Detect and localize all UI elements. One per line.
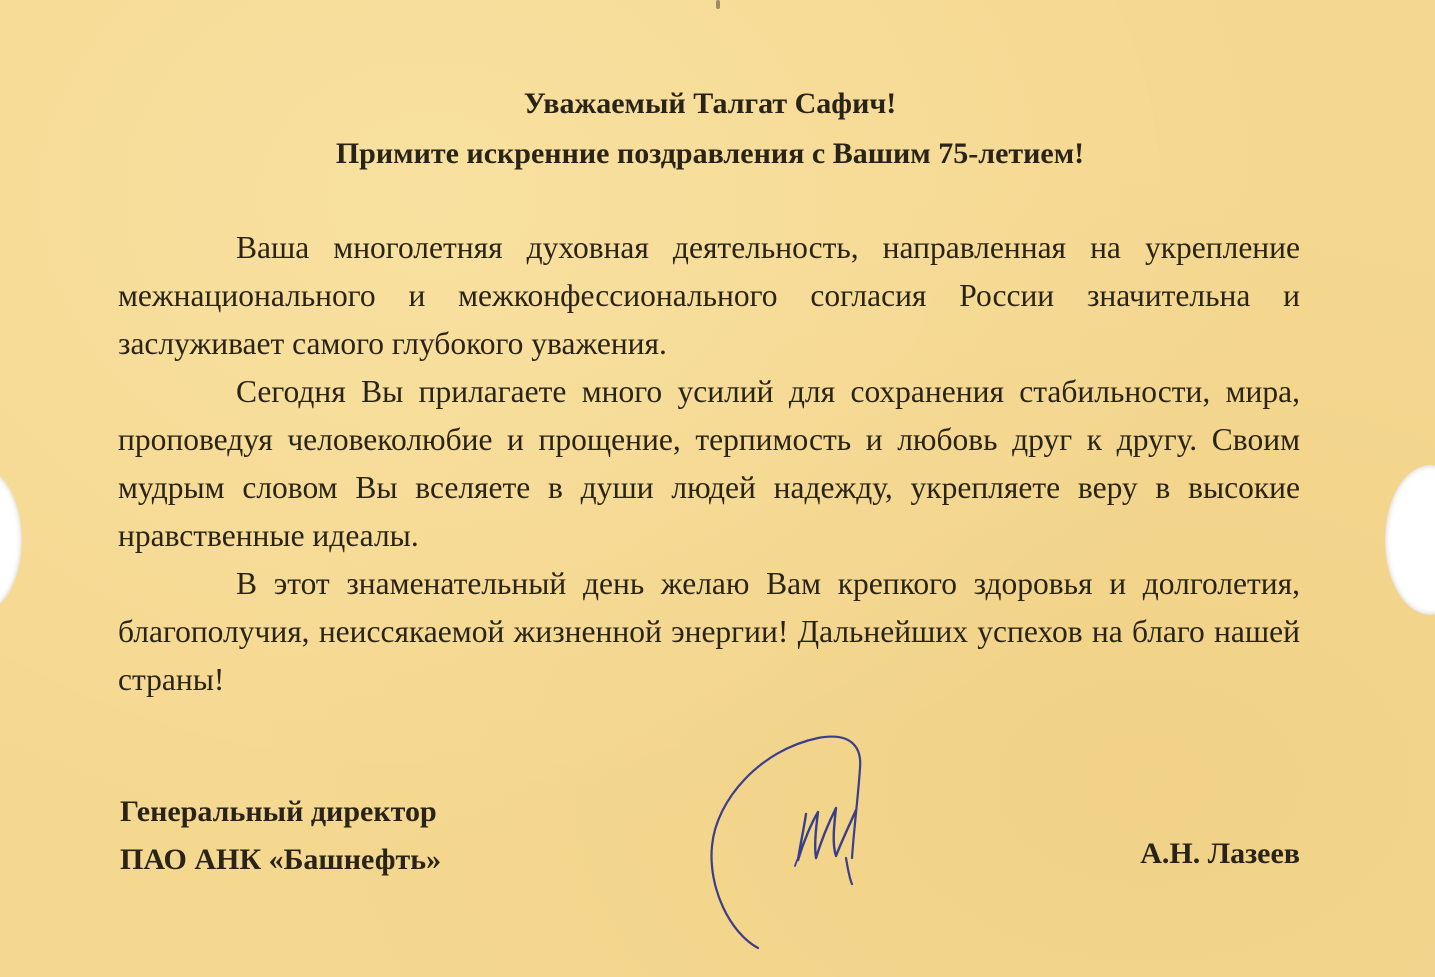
congratulation-heading: Примите искренние поздравления с Вашим 75-летием! [335,137,1085,170]
greeting-heading: Уважаемый Талгат Сафич! [523,87,897,120]
signatory-name: А.Н. Лазеев [1140,837,1300,870]
paper-speck [716,0,720,9]
card-notch-right [1385,465,1435,615]
handwritten-signature [700,728,875,953]
card-notch-left [0,465,22,615]
body-paragraph: Ваша многолетняя духовная деятельность, направленная на укрепление межнационального и межконфессионального согласия России значительна и заслуживает самого глубокого уважения. [118,230,1300,361]
body-paragraph: В этот знаменательный день желаю Вам крепкого здоровья и долголетия, благополучия, неиссякаемой жизненной энергии! Дальнейших успехов на благо нашей страны! [118,566,1300,697]
body-paragraph: Сегодня Вы прилагаете много усилий для сохранения стабильности, мира, проповедуя человеколюбие и прощение, терпимость и любовь друг к другу. Своим мудрым словом Вы вселяете в души людей надежду, укрепляете веру в высокие нравственные идеалы. [118,374,1300,553]
signatory-organization: ПАО АНК «Башнефть» [120,843,442,876]
signatory-position: Генеральный директор [120,795,437,828]
letter-body [118,224,1300,704]
signatory-title-block [120,788,441,884]
